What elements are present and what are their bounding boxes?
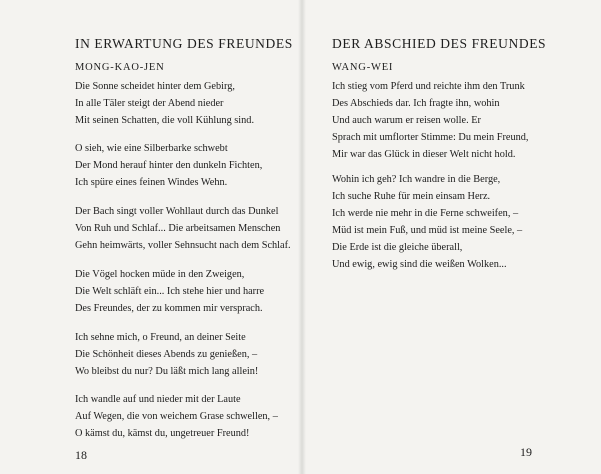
verse-line: Mit seinen Schatten, die voll Kühlung sind. — [75, 115, 255, 126]
verse-line: Ich wandle auf und nieder mit der Laute — [75, 394, 241, 405]
poem-author: MONG-KAO-JEN — [75, 62, 165, 73]
page-number: 19 — [520, 445, 532, 459]
verse-line: Sprach mit umflorter Stimme: Du mein Freund, — [332, 132, 529, 143]
stanza — [75, 78, 254, 129]
verse-line: Müd ist mein Fuß, und müd ist meine Seele, – — [332, 225, 523, 236]
verse-line: Der Bach singt voller Wohllaut durch das Dunkel — [75, 206, 279, 217]
verse-line: Und ewig, ewig sind die weißen Wolken... — [332, 259, 507, 270]
stanza — [75, 203, 291, 254]
verse-line: Die Vögel hocken müde in den Zweigen, — [75, 269, 245, 280]
verse-line: O kämst du, kämst du, ungetreuer Freund! — [75, 428, 250, 439]
page-number: 18 — [75, 448, 87, 462]
verse-line: Ich stieg vom Pferd und reichte ihm den Trunk — [332, 81, 525, 92]
verse-line: Ich sehne mich, o Freund, an deiner Seite — [75, 332, 246, 343]
right-page — [302, 0, 601, 474]
verse-line: O sieh, wie eine Silberbarke schwebt — [75, 143, 228, 154]
verse-line: Ich spüre eines feinen Windes Wehn. — [75, 177, 228, 188]
verse-line: Ich suche Ruhe für mein einsam Herz. — [332, 191, 491, 202]
poem-title: DER ABSCHIED DES FREUNDES — [332, 36, 547, 51]
verse-line: Des Freundes, der zu kommen mir versprach. — [75, 303, 263, 314]
verse-line: Der Mond herauf hinter den dunkeln Fichten, — [75, 160, 263, 171]
verse-line: Die Sonne scheidet hinter dem Gebirg, — [75, 81, 235, 92]
stanza — [332, 171, 522, 273]
stanza — [332, 78, 528, 163]
verse-line: Des Abschieds dar. Ich fragte ihn, wohin — [332, 98, 500, 109]
verse-line: Die Erde ist die gleiche überall, — [332, 242, 463, 253]
verse-line: In alle Täler steigt der Abend nieder — [75, 98, 224, 109]
stanza — [75, 140, 262, 191]
verse-line: Und auch warum er reisen wolle. Er — [332, 115, 481, 126]
verse-line: Von Ruh und Schlaf... Die arbeitsamen Menschen — [75, 223, 281, 234]
verse-line: Auf Wegen, die von weichem Grase schwellen, – — [75, 411, 278, 422]
stanza — [75, 391, 278, 442]
verse-line: Mir war das Glück in dieser Welt nicht hold. — [332, 149, 516, 160]
poem-title: IN ERWARTUNG DES FREUNDES — [75, 36, 293, 51]
poem-author: WANG-WEI — [332, 62, 394, 73]
verse-line: Wo bleibst du nur? Du läßt mich lang allein! — [75, 366, 259, 377]
verse-line: Gehn heimwärts, voller Sehnsucht nach dem Schlaf. — [75, 240, 291, 251]
left-page — [0, 0, 300, 474]
verse-line: Die Schönheit dieses Abends zu genießen, – — [75, 349, 258, 360]
verse-line: Ich werde nie mehr in die Ferne schweifen, – — [332, 208, 519, 219]
stanza — [75, 329, 258, 380]
verse-line: Wohin ich geh? Ich wandre in die Berge, — [332, 174, 501, 185]
verse-line: Die Welt schläft ein... Ich stehe hier und harre — [75, 286, 265, 297]
stanza — [75, 266, 264, 317]
